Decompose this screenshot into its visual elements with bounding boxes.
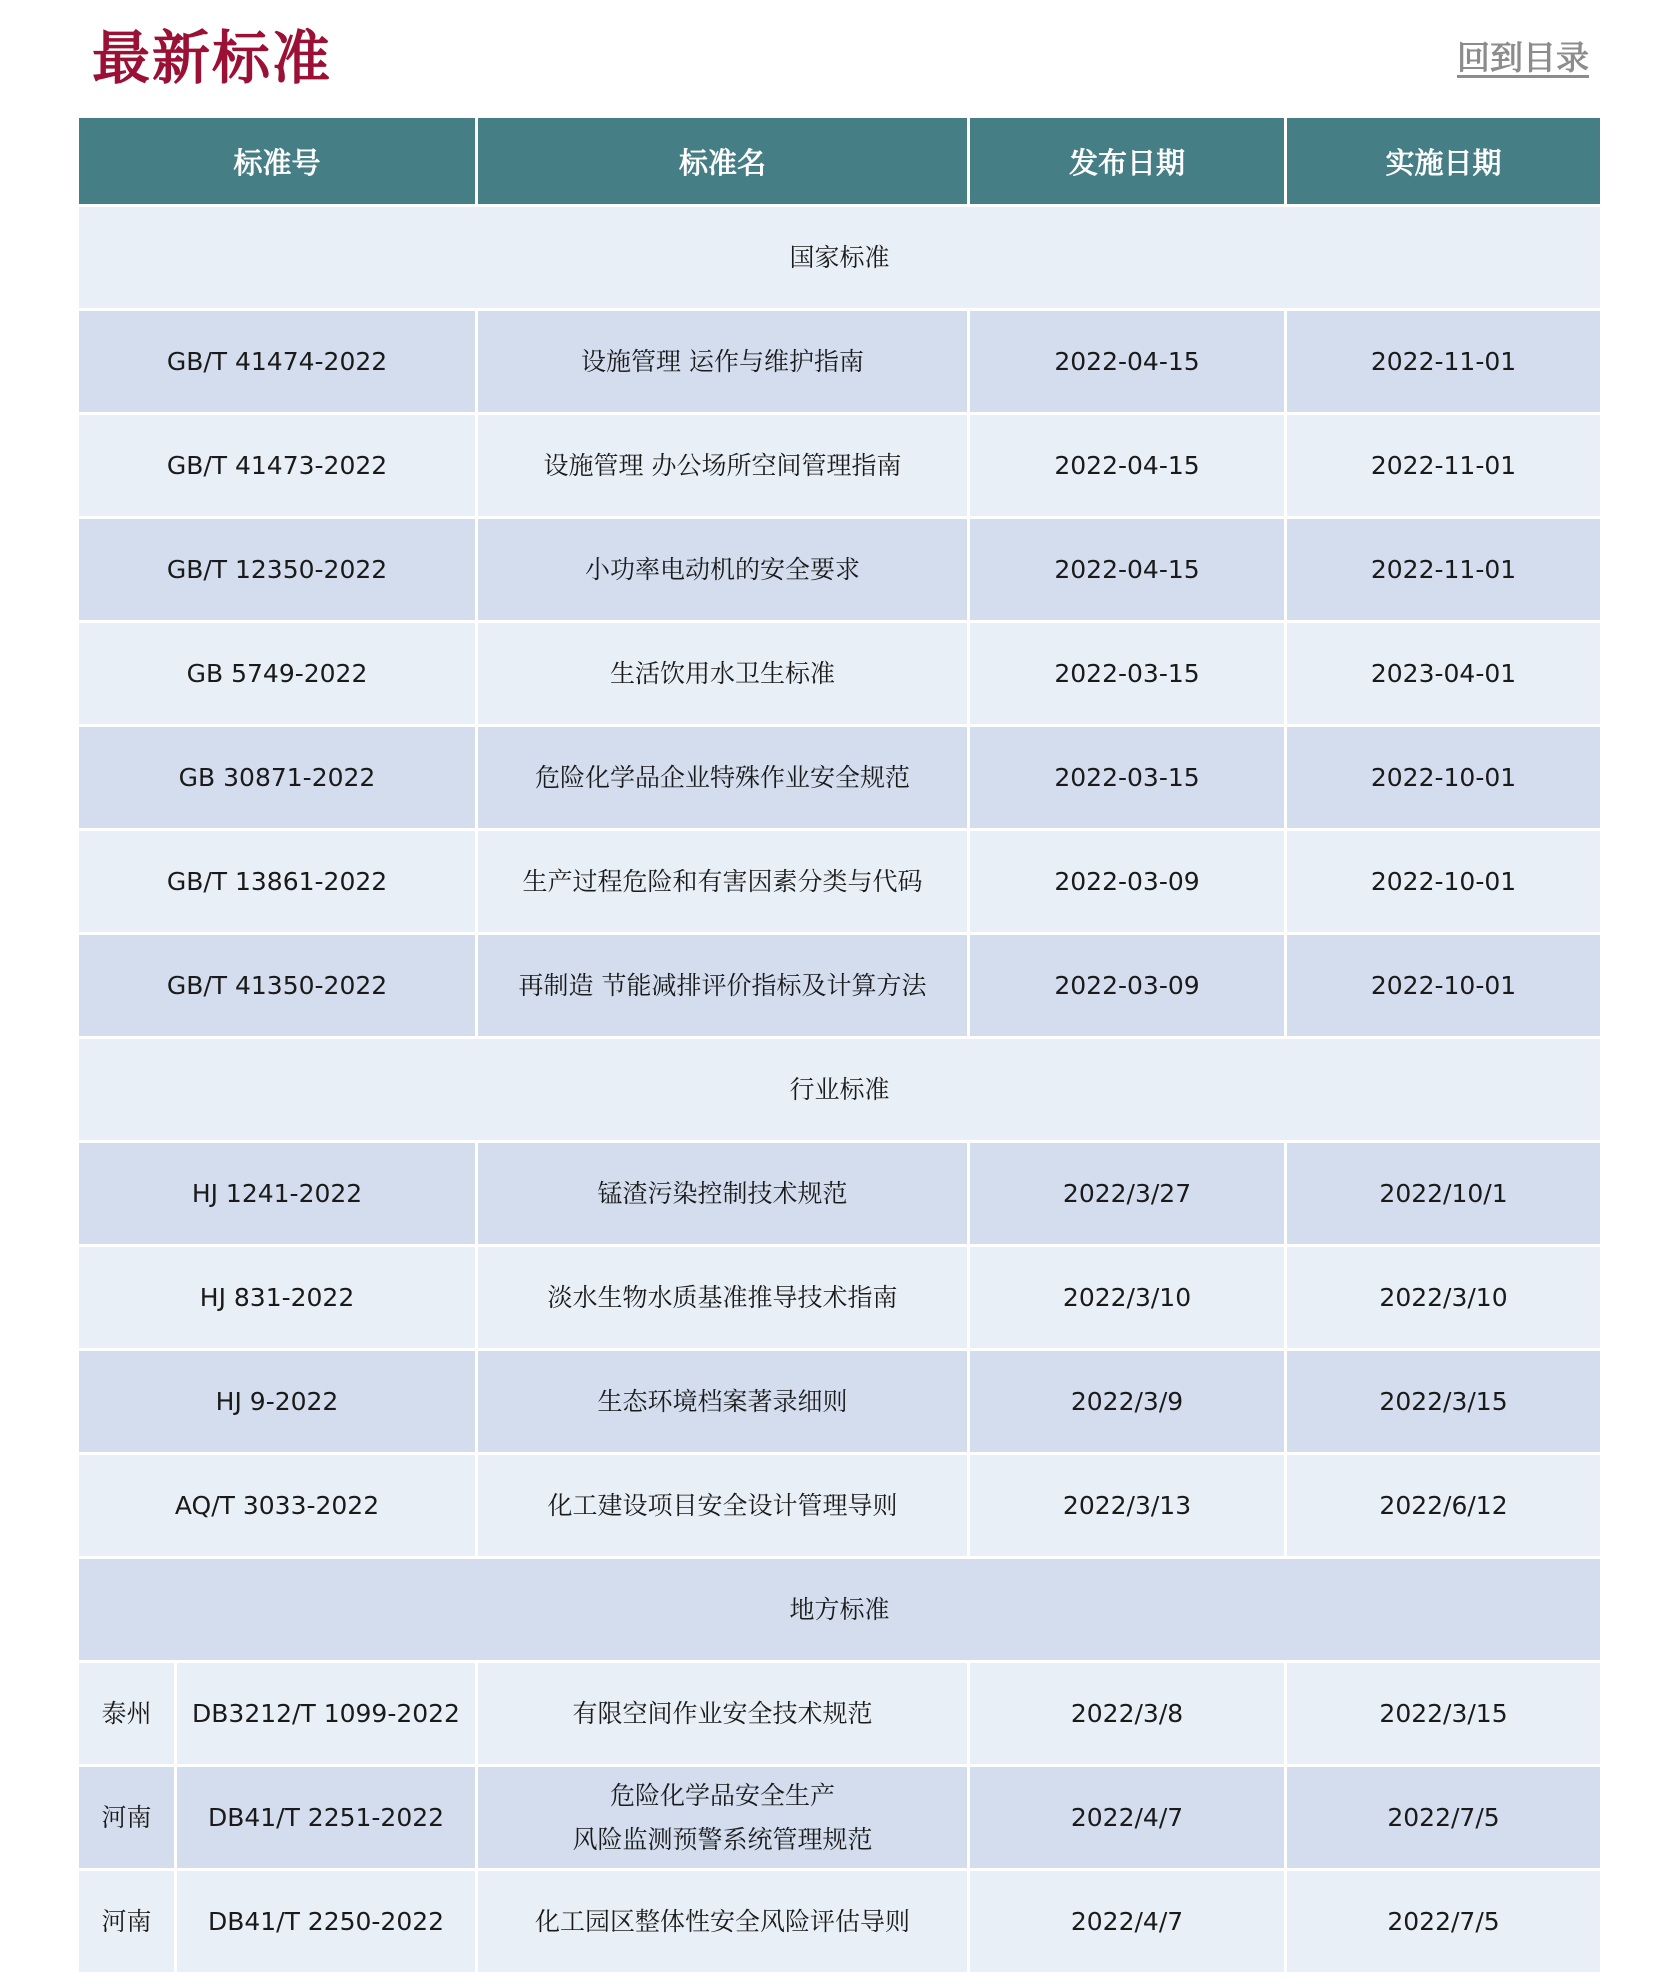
cell-name: 小功率电动机的安全要求 xyxy=(478,519,967,620)
cell-effective: 2022/3/10 xyxy=(1287,1247,1600,1348)
column-header-published: 发布日期 xyxy=(970,118,1284,204)
cell-published: 2022-04-15 xyxy=(970,519,1284,620)
cell-region: 河南 xyxy=(79,1767,174,1868)
cell-name: 设施管理 运作与维护指南 xyxy=(478,311,967,412)
section-row-national xyxy=(79,207,1600,308)
cell-code: GB 30871-2022 xyxy=(79,727,475,828)
cell-effective: 2022/7/5 xyxy=(1287,1767,1600,1868)
cell-name: 生产过程危险和有害因素分类与代码 xyxy=(478,831,967,932)
cell-name-line-1: 危险化学品安全生产 xyxy=(610,1780,836,1810)
cell-code: GB 5749-2022 xyxy=(79,623,475,724)
column-header-name: 标准名 xyxy=(478,118,967,204)
cell-published: 2022/3/27 xyxy=(970,1143,1284,1244)
table-row xyxy=(79,831,1600,932)
cell-published: 2022/3/10 xyxy=(970,1247,1284,1348)
cell-effective: 2022-11-01 xyxy=(1287,519,1600,620)
cell-effective: 2022-10-01 xyxy=(1287,831,1600,932)
cell-published: 2022-03-15 xyxy=(970,623,1284,724)
cell-code: GB/T 13861-2022 xyxy=(79,831,475,932)
table-row xyxy=(79,415,1600,516)
cell-published: 2022/4/7 xyxy=(970,1767,1284,1868)
cell-region: 河南 xyxy=(79,1871,174,1972)
cell-name: 危险化学品企业特殊作业安全规范 xyxy=(478,727,967,828)
cell-effective: 2022/10/1 xyxy=(1287,1143,1600,1244)
cell-effective: 2022-11-01 xyxy=(1287,311,1600,412)
cell-name: 化工园区整体性安全风险评估导则 xyxy=(478,1871,967,1972)
cell-name: 有限空间作业安全技术规范 xyxy=(478,1663,967,1764)
column-header-code: 标准号 xyxy=(79,118,475,204)
cell-code: GB/T 41473-2022 xyxy=(79,415,475,516)
cell-name: 锰渣污染控制技术规范 xyxy=(478,1143,967,1244)
cell-name: 再制造 节能减排评价指标及计算方法 xyxy=(478,935,967,1036)
cell-effective: 2022/7/5 xyxy=(1287,1871,1600,1972)
cell-name xyxy=(478,1767,967,1868)
table-row xyxy=(79,727,1600,828)
cell-effective: 2022-10-01 xyxy=(1287,935,1600,1036)
table-row xyxy=(79,519,1600,620)
table-row xyxy=(79,311,1600,412)
cell-name: 设施管理 办公场所空间管理指南 xyxy=(478,415,967,516)
table-row xyxy=(79,1247,1600,1348)
cell-effective: 2022/6/12 xyxy=(1287,1455,1600,1556)
cell-code: DB3212/T 1099-2022 xyxy=(177,1663,475,1764)
cell-published: 2022-03-15 xyxy=(970,727,1284,828)
cell-code: GB/T 41350-2022 xyxy=(79,935,475,1036)
cell-published: 2022-04-15 xyxy=(970,415,1284,516)
section-row-local xyxy=(79,1559,1600,1660)
table-row xyxy=(79,1143,1600,1244)
cell-effective: 2022-10-01 xyxy=(1287,727,1600,828)
cell-name: 生态环境档案著录细则 xyxy=(478,1351,967,1452)
table-row xyxy=(79,1351,1600,1452)
table-row xyxy=(79,1871,1600,1972)
cell-code: HJ 9-2022 xyxy=(79,1351,475,1452)
section-row-industry xyxy=(79,1039,1600,1140)
table-row xyxy=(79,1767,1600,1868)
cell-published: 2022-03-09 xyxy=(970,935,1284,1036)
section-label: 地方标准 xyxy=(79,1559,1600,1660)
cell-code: DB41/T 2251-2022 xyxy=(177,1767,475,1868)
table-row xyxy=(79,1663,1600,1764)
cell-published: 2022/3/9 xyxy=(970,1351,1284,1452)
cell-published: 2022/4/7 xyxy=(970,1871,1284,1972)
section-label: 国家标准 xyxy=(79,207,1600,308)
cell-code: GB/T 12350-2022 xyxy=(79,519,475,620)
cell-region: 泰州 xyxy=(79,1663,174,1764)
cell-name: 生活饮用水卫生标准 xyxy=(478,623,967,724)
cell-name-line-2: 风险监测预警系统管理规范 xyxy=(572,1824,873,1854)
cell-effective: 2022-11-01 xyxy=(1287,415,1600,516)
cell-code: AQ/T 3033-2022 xyxy=(79,1455,475,1556)
cell-published: 2022-03-09 xyxy=(970,831,1284,932)
cell-code: DB41/T 2250-2022 xyxy=(177,1871,475,1972)
standards-table xyxy=(76,115,1603,1975)
table-row xyxy=(79,935,1600,1036)
section-label: 行业标准 xyxy=(79,1039,1600,1140)
back-to-contents-link[interactable]: 回到目录 xyxy=(1457,38,1589,77)
column-header-effective: 实施日期 xyxy=(1287,118,1600,204)
cell-effective: 2022/3/15 xyxy=(1287,1663,1600,1764)
cell-code: HJ 831-2022 xyxy=(79,1247,475,1348)
page-title: 最新标准 xyxy=(92,24,333,92)
table-row xyxy=(79,623,1600,724)
cell-code: GB/T 41474-2022 xyxy=(79,311,475,412)
table-row xyxy=(79,1455,1600,1556)
cell-effective: 2022/3/15 xyxy=(1287,1351,1600,1452)
cell-effective: 2023-04-01 xyxy=(1287,623,1600,724)
table-header-row xyxy=(79,118,1600,204)
cell-published: 2022/3/8 xyxy=(970,1663,1284,1764)
cell-published: 2022/3/13 xyxy=(970,1455,1284,1556)
cell-name: 淡水生物水质基准推导技术指南 xyxy=(478,1247,967,1348)
cell-name: 化工建设项目安全设计管理导则 xyxy=(478,1455,967,1556)
cell-published: 2022-04-15 xyxy=(970,311,1284,412)
cell-code: HJ 1241-2022 xyxy=(79,1143,475,1244)
